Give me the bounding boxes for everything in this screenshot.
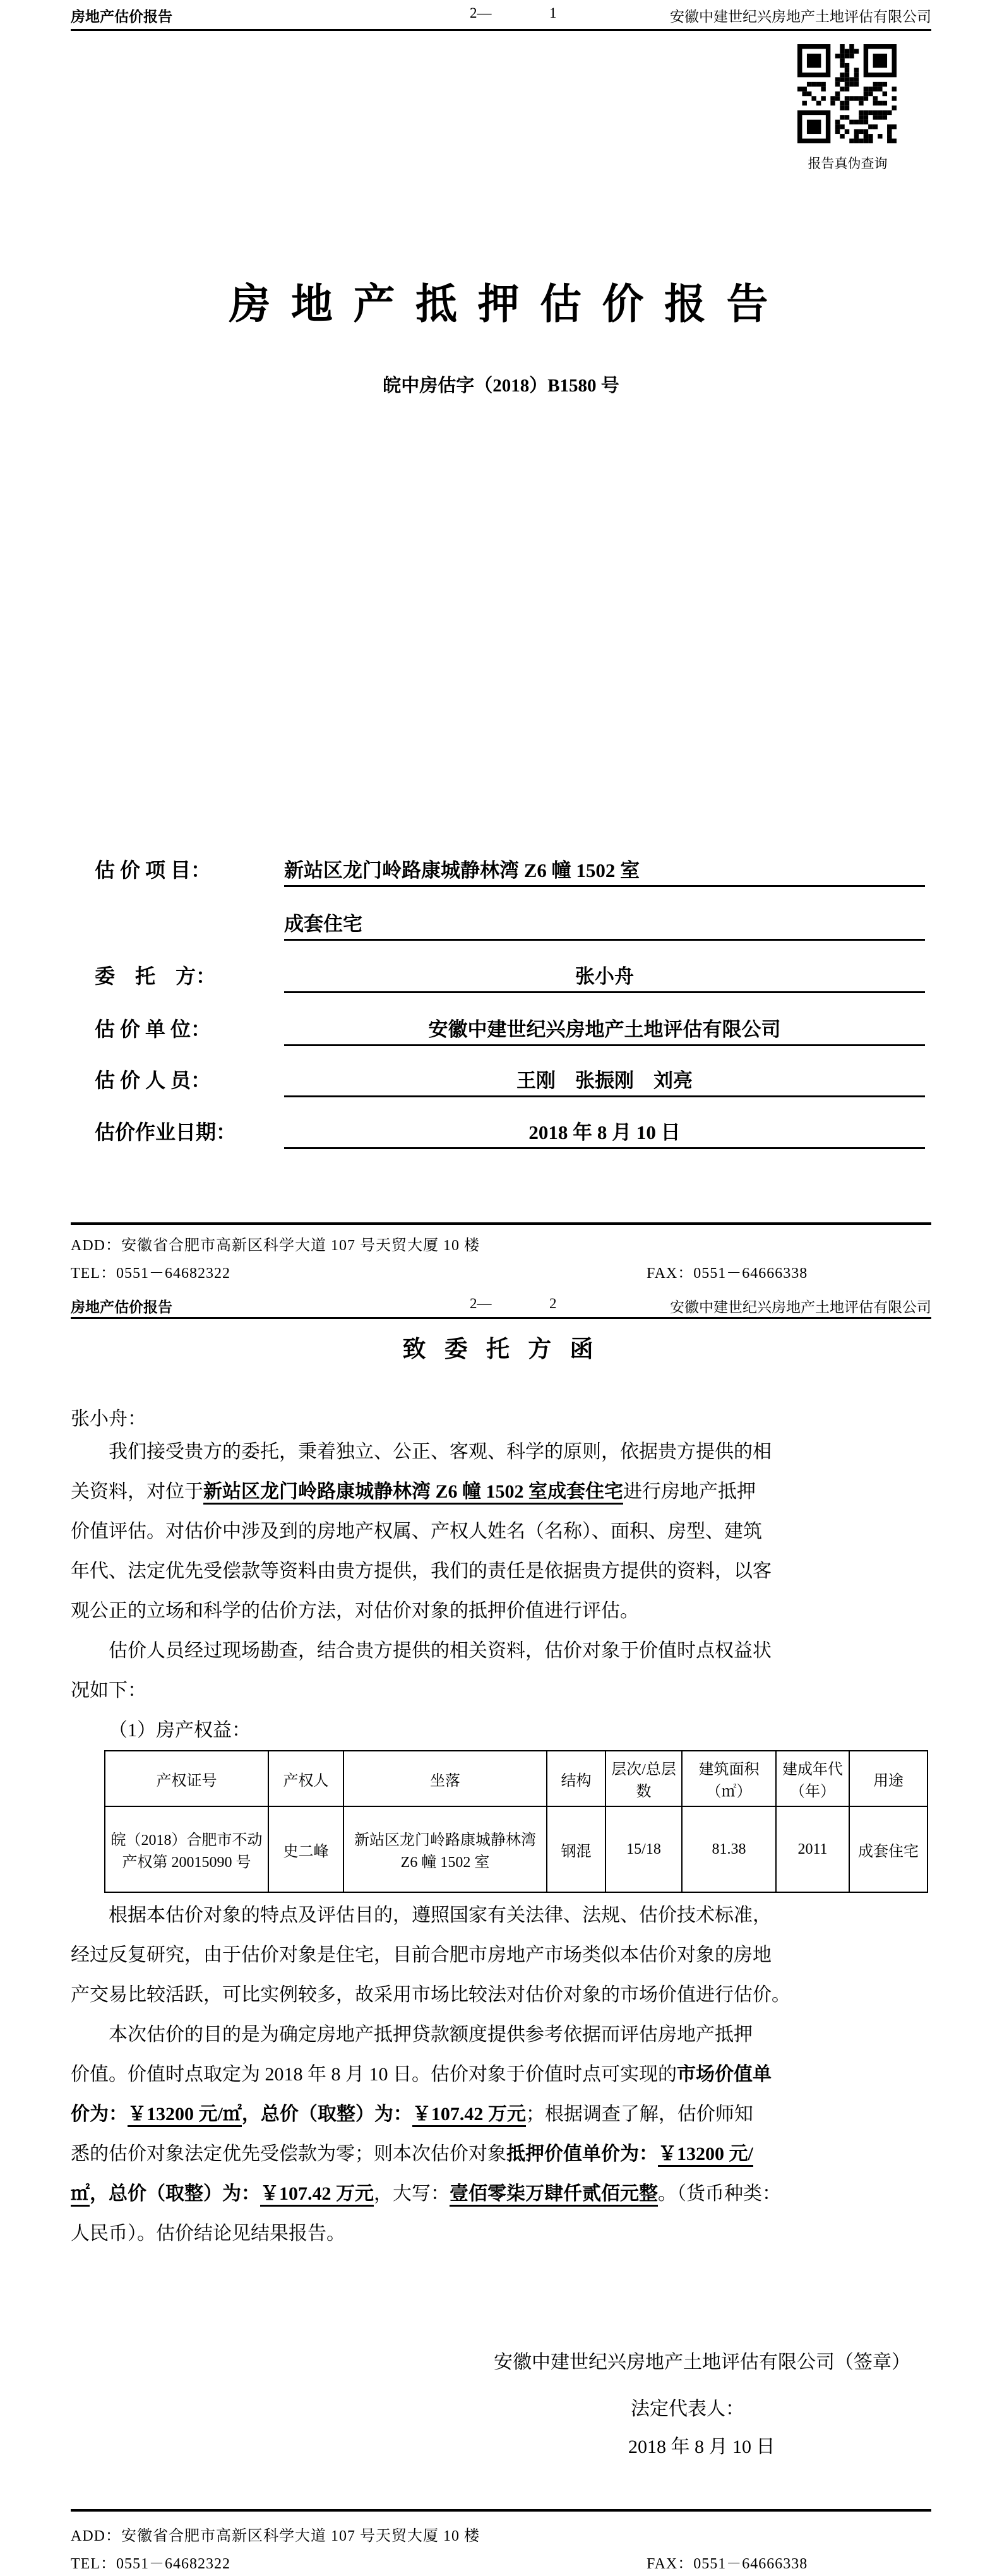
field-project-label: 估 价 项 目： xyxy=(95,859,212,881)
report-title: 房 地 产 抵 押 估 价 报 告 xyxy=(229,282,773,328)
paragraph-line xyxy=(71,1591,933,1631)
text-segment: 进行房地产抵押 xyxy=(623,1481,756,1502)
mortgage-unit-price-value: ￥13200 元/ xyxy=(658,2144,753,2167)
text-segment-bold: 抵押价值单价为： xyxy=(506,2144,658,2164)
col-header-cert-no: 产权证号 xyxy=(105,1751,268,1806)
paragraph-line xyxy=(71,1895,933,1935)
header-divider xyxy=(71,29,931,31)
letter-body-part1 xyxy=(71,1432,933,1750)
col-header-structure: 结构 xyxy=(547,1751,605,1806)
text-segment: 。（货币种类： xyxy=(658,2183,781,2204)
paragraph-line xyxy=(71,2214,933,2253)
field-project-label-spacer xyxy=(95,908,284,941)
field-agency xyxy=(95,1013,925,1046)
cell-floor: 15/18 xyxy=(605,1806,682,1892)
footer-address: ADD：安徽省合肥市高新区科学大道 107 号天贸大厦 10 楼 xyxy=(71,2528,480,2544)
footer-divider xyxy=(71,2509,931,2512)
text-segment-bold: 价为： xyxy=(71,2104,128,2125)
paragraph-line xyxy=(71,2054,933,2094)
running-header-company: 安徽中建世纪兴房地产土地评估有限公司 xyxy=(670,1299,931,1315)
field-staff-label: 估 价 人 员： xyxy=(95,1069,212,1092)
footer-tel: TEL：0551－64682322 xyxy=(71,2556,230,2572)
text-segment: 价值评估。对估价中涉及到的房地产权属、产权人姓名（名称）、面积、房型、建筑 xyxy=(71,1521,762,1542)
cell-cert-no: 皖（2018）合肥市不动产权第 20015090 号 xyxy=(105,1806,268,1892)
paragraph-line xyxy=(71,1631,933,1671)
page-number: 1 xyxy=(549,5,557,21)
paragraph-line xyxy=(71,2015,933,2054)
text-segment: （1）房产权益： xyxy=(109,1720,251,1741)
footer-divider xyxy=(71,1222,931,1225)
paragraph-line xyxy=(71,2134,933,2174)
page-series: 2— xyxy=(470,5,492,21)
mortgage-unit-price-cont: ㎡ xyxy=(71,2183,90,2207)
paragraph-line xyxy=(71,1975,933,2015)
field-agency-label: 估 价 单 位： xyxy=(95,1018,212,1041)
paragraph-line xyxy=(71,1551,933,1591)
cell-use: 成套住宅 xyxy=(849,1806,927,1892)
unit-price-value: ￥13200 元/㎡ xyxy=(128,2104,242,2127)
text-segment: 根据本估价对象的特点及评估目的，遵照国家有关法律、法规、估价技术标准， xyxy=(109,1905,772,1926)
qr-caption: 报告真伪查询 xyxy=(808,156,888,171)
col-header-area: 建筑面积（㎡） xyxy=(682,1751,776,1806)
col-header-floor: 层次/总层数 xyxy=(605,1751,682,1806)
field-client-label: 委 托 方： xyxy=(95,965,217,987)
running-header-title: 房地产估价报告 xyxy=(71,1299,172,1315)
page-number: 2 xyxy=(549,1296,557,1311)
text-segment: ，大写： xyxy=(374,2183,450,2204)
footer-tel: TEL：0551－64682322 xyxy=(71,1265,230,1282)
qr-code-icon xyxy=(797,44,897,143)
letter-title: 致 委 托 方 函 xyxy=(402,1337,600,1363)
header-divider xyxy=(71,1317,931,1319)
property-rights-table xyxy=(104,1750,928,1893)
cell-area: 81.38 xyxy=(682,1806,776,1892)
paragraph-line xyxy=(71,1472,933,1512)
report-doc-number: 皖中房估字（2018）B1580 号 xyxy=(383,376,619,396)
total-price-value: ￥107.42 万元 xyxy=(412,2104,526,2127)
field-date-value: 2018 年 8 月 10 日 xyxy=(284,1116,925,1149)
paragraph-line xyxy=(71,1512,933,1551)
text-segment-bold: 市场价值单 xyxy=(677,2064,772,2085)
field-project-value-2: 成套住宅 xyxy=(284,908,925,941)
text-segment: 年代、法定优先受偿款等资料由贵方提供，我们的责任是依据贵方提供的资料，以客 xyxy=(71,1561,772,1582)
text-segment-bold: ，总价（取整）为： xyxy=(90,2183,260,2204)
paragraph-line xyxy=(71,1935,933,1975)
paragraph-line xyxy=(71,1710,933,1750)
footer-fax: FAX：0551－64666338 xyxy=(647,2556,808,2572)
signature-date: 2018 年 8 月 10 日 xyxy=(628,2436,775,2457)
text-segment: 况如下： xyxy=(71,1680,146,1701)
footer-fax: FAX：0551－64666338 xyxy=(647,1265,808,1282)
page-series: 2— xyxy=(470,1296,492,1311)
mortgage-total-price-value: ￥107.42 万元 xyxy=(260,2183,374,2207)
field-project-cont xyxy=(95,908,925,941)
text-segment: 估价人员经过现场勘查，结合贵方提供的相关资料，估价对象于价值时点权益状 xyxy=(109,1640,772,1661)
paragraph-line xyxy=(71,1671,933,1710)
field-client xyxy=(95,960,925,993)
field-agency-value: 安徽中建世纪兴房地产土地评估有限公司 xyxy=(284,1013,925,1046)
letter-salutation: 张小舟： xyxy=(71,1409,146,1429)
cell-owner: 史二峰 xyxy=(268,1806,343,1892)
qr-code-image xyxy=(797,44,897,143)
cell-year: 2011 xyxy=(776,1806,849,1892)
field-date xyxy=(95,1116,925,1149)
text-segment: ；根据调查了解，估价师知 xyxy=(525,2104,753,2125)
price-in-words: 壹佰零柒万肆仟贰佰元整 xyxy=(450,2183,658,2207)
text-segment-bold: ，总价（取整）为： xyxy=(241,2104,412,2125)
field-date-label: 估价作业日期： xyxy=(95,1121,237,1143)
field-project-value: 新站区龙门岭路康城静林湾 Z6 幢 1502 室 xyxy=(284,854,925,887)
letter-body-part2 xyxy=(71,1895,933,2253)
field-staff-value: 王刚 张振刚 刘亮 xyxy=(284,1064,925,1097)
text-segment: 关资料，对位于 xyxy=(71,1481,203,1502)
text-segment: 价值。价值时点取定为 2018 年 8 月 10 日。估价对象于价值时点可实现的 xyxy=(71,2064,677,2085)
text-segment: 观公正的立场和科学的估价方法，对估价对象的抵押价值进行评估。 xyxy=(71,1601,639,1621)
table-row xyxy=(105,1806,927,1892)
paragraph-line xyxy=(71,1432,933,1472)
cell-location: 新站区龙门岭路康城静林湾 Z6 幢 1502 室 xyxy=(343,1806,547,1892)
col-header-owner: 产权人 xyxy=(268,1751,343,1806)
text-segment: 经过反复研究，由于估价对象是住宅，目前合肥市房地产市场类似本估价对象的房地 xyxy=(71,1945,772,1965)
cell-structure: 钢混 xyxy=(547,1806,605,1892)
page1-running-header xyxy=(71,5,931,30)
text-segment: 人民币）。估价结论见结果报告。 xyxy=(71,2223,345,2244)
col-header-use: 用途 xyxy=(849,1751,927,1806)
field-client-value: 张小舟 xyxy=(284,960,925,993)
text-segment: 我们接受贵方的委托，秉着独立、公正、客观、科学的原则，依据贵方提供的相 xyxy=(109,1441,772,1462)
col-header-location: 坐落 xyxy=(343,1751,547,1806)
table-header-row xyxy=(105,1751,927,1806)
paragraph-line xyxy=(71,2094,933,2134)
footer-address: ADD：安徽省合肥市高新区科学大道 107 号天贸大厦 10 楼 xyxy=(71,1237,480,1254)
field-staff xyxy=(95,1064,925,1097)
running-header-company: 安徽中建世纪兴房地产土地评估有限公司 xyxy=(670,9,931,25)
text-segment-emphasis: 新站区龙门岭路康城静林湾 Z6 幢 1502 室成套住宅 xyxy=(203,1481,623,1505)
signature-legal-rep: 法定代表人： xyxy=(631,2399,744,2419)
text-segment: 产交易比较活跃，可比实例较多，故采用市场比较法对估价对象的市场价值进行估价。 xyxy=(71,1984,790,2005)
running-header-title: 房地产估价报告 xyxy=(71,9,172,25)
field-project xyxy=(95,854,925,887)
signature-company: 安徽中建世纪兴房地产土地评估有限公司（签章） xyxy=(494,2352,910,2373)
paragraph-line xyxy=(71,2174,933,2214)
col-header-year: 建成年代（年） xyxy=(776,1751,849,1806)
text-segment: 本次估价的目的是为确定房地产抵押贷款额度提供参考依据而评估房地产抵押 xyxy=(109,2024,753,2045)
text-segment: 悉的估价对象法定优先受偿款为零；则本次估价对象 xyxy=(71,2144,506,2164)
